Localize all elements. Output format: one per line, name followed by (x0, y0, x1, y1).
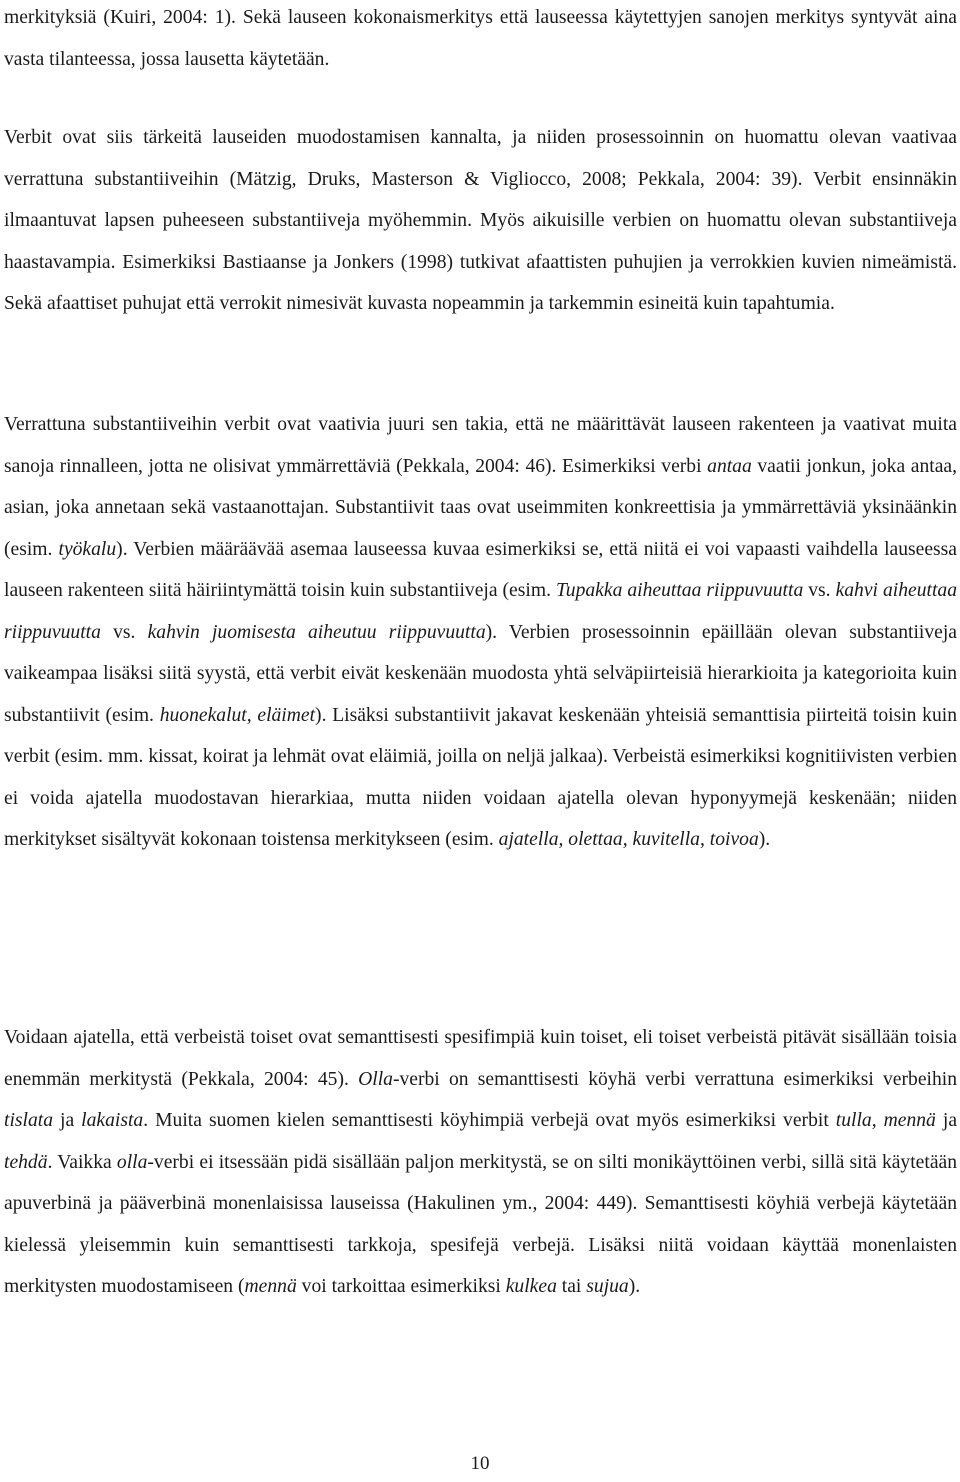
italic-text-run: huonekalut, eläimet (159, 704, 316, 726)
text-run: . Vaikka (47, 1151, 117, 1173)
italic-text-run: lakaista (81, 1110, 144, 1131)
text-run: ). Verbien prosessoinnin epäillään olevan substantiiveja vaikeampaa lisäksi siitä syystä, että verbit eivät keskenään muodosta yhtä selväpiirteisiä hierarkioita ja kategorioita kuin substantiivit (esim. (4, 621, 957, 726)
text-run: merkityksiä (Kuiri, 2004: 1). Sekä lauseen kokonaismerkitys että lauseessa käytettyjen sanojen merkitys syntyvät aina vasta tilanteessa, jossa lausetta käytetään. (4, 7, 957, 70)
text-run: ja (53, 1110, 82, 1131)
body-paragraph-3 (4, 404, 957, 861)
italic-text-run: antaa (707, 455, 752, 477)
text-run: ). (758, 829, 771, 850)
text-run: ). Lisäksi substantiivit jakavat keskenään yhteisiä semanttisia piirteitä toisin kuin verbit (esim. mm. kissat, koirat ja lehmät ovat eläimiä, joilla on neljä jalkaa). Verbeistä esimerkiksi kognitiivisten verbien ei voida ajatella muodostavan hierarkiaa, mutta niiden voidaan ajatella olevan hyponyymejä keskenään; niiden merkitykset sisältyvät kokonaan toistensa merkitykseen (esim. (4, 704, 957, 850)
text-run: vs. (803, 580, 836, 601)
text-run: ). Verbien määräävää asemaa lauseessa kuvaa esimerkiksi se, että niitä ei voi vapaasti vaihdella lauseessa lauseen rakenteen siitä häiriintymättä toisin kuin substantiiveja (esim. (4, 538, 957, 601)
italic-text-run: työkalu (58, 538, 117, 560)
italic-text-run: tislata (4, 1110, 53, 1131)
italic-text-run: sujua (586, 1276, 629, 1297)
text-run: voi tarkoittaa esimerkiksi (296, 1276, 506, 1297)
italic-text-run: Olla (358, 1068, 393, 1090)
italic-text-run: Tupakka aiheuttaa riippuvuutta (555, 580, 804, 601)
italic-text-run: kahvin juomisesta aiheutuu riippuvuutta (147, 621, 486, 643)
text-run: -verbi on semanttisesti köyhä verbi verrattuna esimerkiksi verbeihin (392, 1068, 957, 1090)
text-run: Voidaan ajatella, että verbeistä toiset ovat semanttisesti spesifimpiä kuin toiset, eli toiset verbeistä pitävät sisällään toisia enemmän merkitystä (Pekkala, 2004: 45). (4, 1027, 957, 1090)
italic-text-run: tehdä (4, 1151, 48, 1173)
italic-text-run: tulla, mennä (835, 1110, 936, 1131)
italic-text-run: ajatella, olettaa, kuvitella, toivoa (498, 829, 759, 850)
body-paragraph-1 (4, 0, 957, 80)
text-run: vs. (100, 621, 148, 643)
text-run: -verbi ei itsessään pidä sisällään paljon merkitystä, se on silti monikäyttöinen verbi, sillä sitä käytetään apuverbinä ja pääverbinä monenlaisissa lauseissa (Hakulinen ym., 2004: 449). Semanttisesti köyhiä verbejä käytetään kielessä yleisemmin kuin semanttisesti tarkkoja, spesifejä verbejä. Lisäksi niitä voidaan käyttää monenlaisten merkitysten muodostamiseen ( (4, 1151, 958, 1297)
text-run: Verrattuna substantiiveihin verbit ovat vaativia juuri sen takia, että ne määrittävät lauseen rakenteen ja vaativat muita sanoja rinnalleen, jotta ne olisivat ymmärrettäviä (Pekkala, 2004: 46). Esimerkiksi verbi (4, 414, 957, 477)
italic-text-run: kulkea (505, 1276, 557, 1297)
text-run: . Muita suomen kielen semanttisesti köyhimpiä verbejä ovat myös esimerkiksi verbit (143, 1110, 836, 1131)
text-run: ). (628, 1276, 641, 1297)
body-paragraph-2 (4, 117, 957, 325)
text-run: tai (556, 1276, 587, 1297)
text-run: vaatii jonkun, joka antaa, asian, joka annetaan sekä vastaanottajan. Substantiivit taas ovat useimmiten konkreettisia ja ymmärrettäviä yksinäänkin (esim. (4, 455, 958, 560)
page-number: 10 (470, 1453, 490, 1474)
body-paragraph-4 (4, 1017, 957, 1308)
italic-text-run: olla (116, 1151, 148, 1173)
italic-text-run: kahvi aiheuttaa riippuvuutta (4, 580, 957, 643)
italic-text-run: mennä (244, 1276, 297, 1297)
text-run: Verbit ovat siis tärkeitä lauseiden muodostamisen kannalta, ja niiden prosessoinnin on huomattu olevan vaativaa verrattuna substantiiveihin (Mätzig, Druks, Masterson & Vigliocco, 2008; Pekkala, 2004: 39). Verbit ensinnäkin ilmaantuvat lapsen puheeseen substantiiveja myöhemmin. Myös aikuisille verbien on huomattu olevan substantiiveja haastavampia. Esimerkiksi Bastiaanse ja Jonkers (1998) tutkivat afaattisten puhujien ja verrokkien kuvien nimeämistä. Sekä afaattiset puhujat että verrokit nimesivät kuvasta nopeammin ja tarkemmin esineitä kuin tapahtumia. (4, 127, 957, 314)
text-run: ja (935, 1110, 958, 1131)
